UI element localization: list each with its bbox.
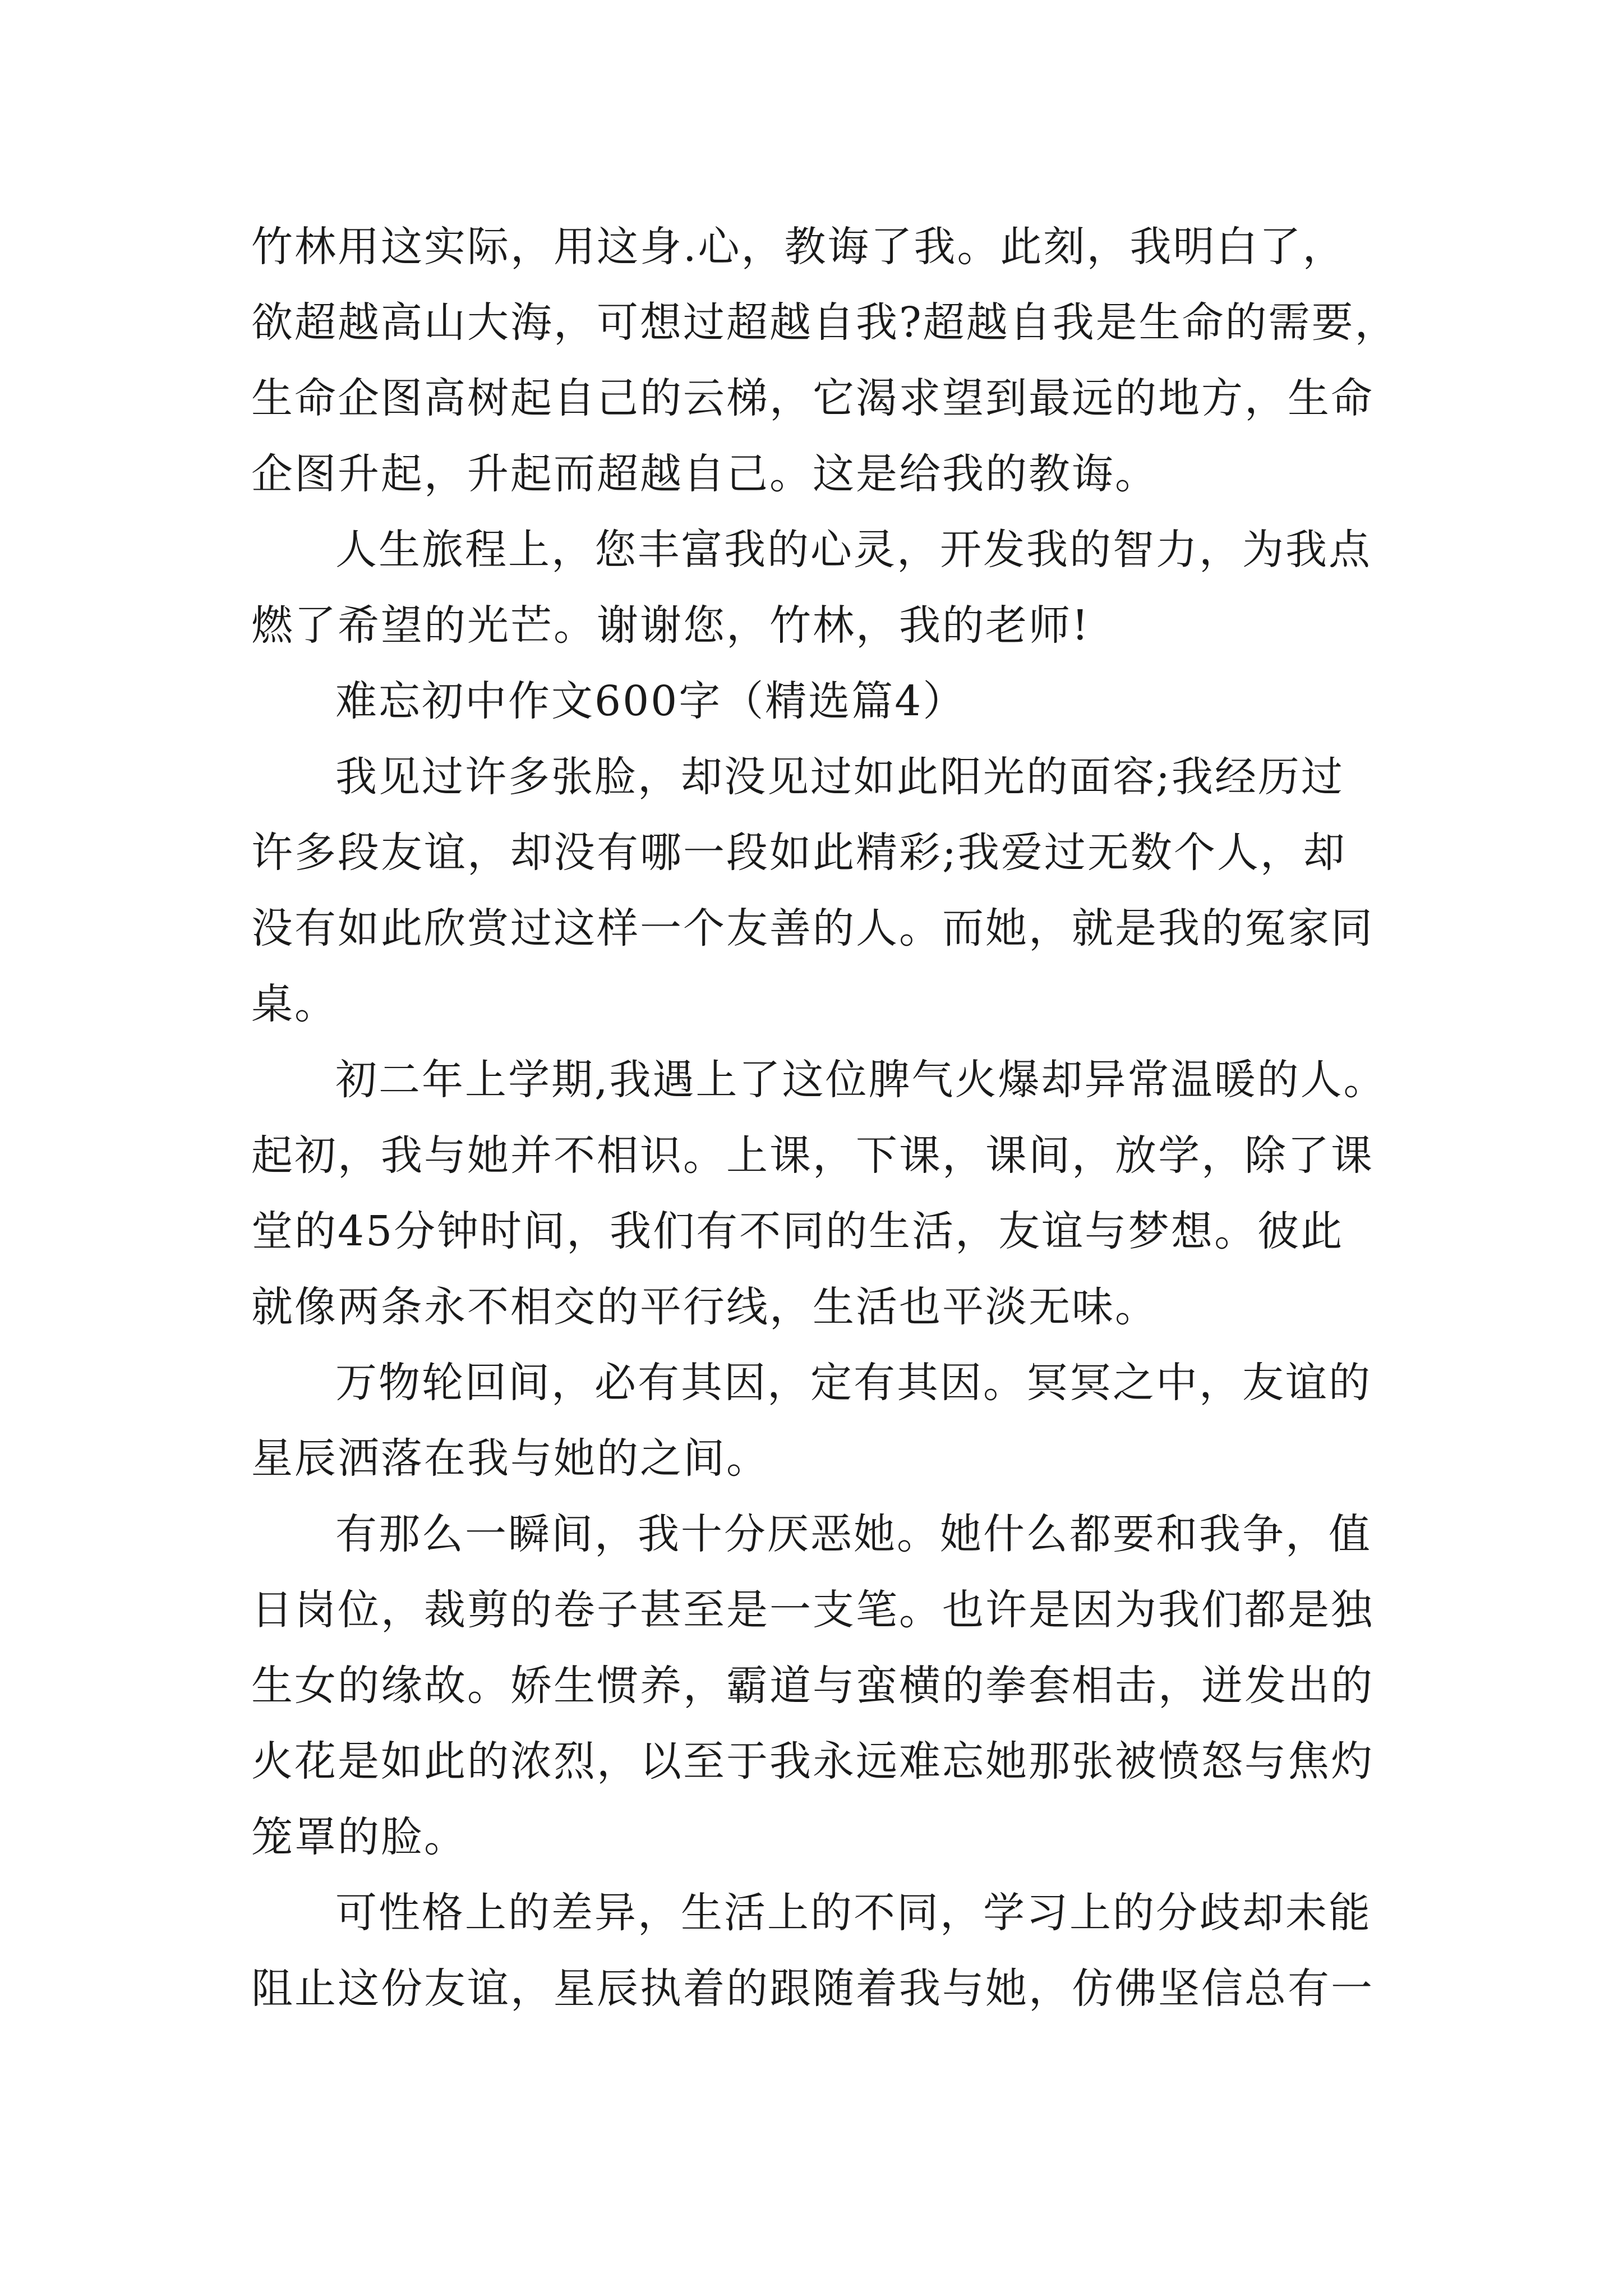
text-line: 欲超越高山大海，可想过超越自我?超越自我是生命的需要， — [251, 298, 1398, 347]
text-line: 堂的45分钟时间，我们有不同的生活，友谊与梦想。彼此 — [251, 1207, 1344, 1255]
text-line: 星辰洒落在我与她的之间。 — [251, 1434, 769, 1483]
section-heading: 难忘初中作文600字（精选篇4） — [335, 677, 966, 725]
text-line: 可性格上的差异，生活上的不同，学习上的分歧却未能 — [335, 1889, 1372, 1937]
text-line: 生命企图高树起自己的云梯，它渴求望到最远的地方，生命 — [251, 374, 1374, 422]
text-line: 企图升起，升起而超越自己。这是给我的教诲。 — [251, 450, 1158, 498]
text-line: 没有如此欣赏过这样一个友善的人。而她，就是我的冤家同 — [251, 904, 1374, 953]
text-line: 我见过许多张脸，却没见过如此阳光的面容;我经历过 — [335, 753, 1344, 801]
text-line: 有那么一瞬间，我十分厌恶她。她什么都要和我争，值 — [335, 1510, 1372, 1558]
text-line: 许多段友谊，却没有哪一段如此精彩;我爱过无数个人，却 — [251, 829, 1347, 877]
text-line: 火花是如此的浓烈，以至于我永远难忘她那张被愤怒与焦灼 — [251, 1737, 1374, 1786]
text-line: 阻止这份友谊，星辰执着的跟随着我与她，仿佛坚信总有一 — [251, 1964, 1374, 2013]
text-line: 笼罩的脸。 — [251, 1813, 467, 1861]
text-line: 竹林用这实际，用这身.心，教诲了我。此刻，我明白了， — [251, 223, 1346, 271]
text-line: 起初，我与她并不相识。上课，下课，课间，放学，除了课 — [251, 1131, 1374, 1180]
text-line: 桌。 — [251, 980, 338, 1028]
text-line: 初二年上学期,我遇上了这位脾气火爆却异常温暖的人。 — [335, 1056, 1387, 1104]
text-line: 生女的缘故。娇生惯养，霸道与蛮横的拳套相击，迸发出的 — [251, 1662, 1374, 1710]
text-line: 人生旅程上，您丰富我的心灵，开发我的智力，为我点 — [335, 526, 1372, 574]
text-line: 万物轮回间，必有其因，定有其因。冥冥之中，友谊的 — [335, 1359, 1372, 1407]
text-line: 就像两条永不相交的平行线，生活也平淡无味。 — [251, 1283, 1158, 1331]
text-line: 日岗位，裁剪的卷子甚至是一支笔。也许是因为我们都是独 — [251, 1586, 1374, 1634]
text-line: 燃了希望的光芒。谢谢您，竹林，我的老师! — [251, 601, 1090, 650]
